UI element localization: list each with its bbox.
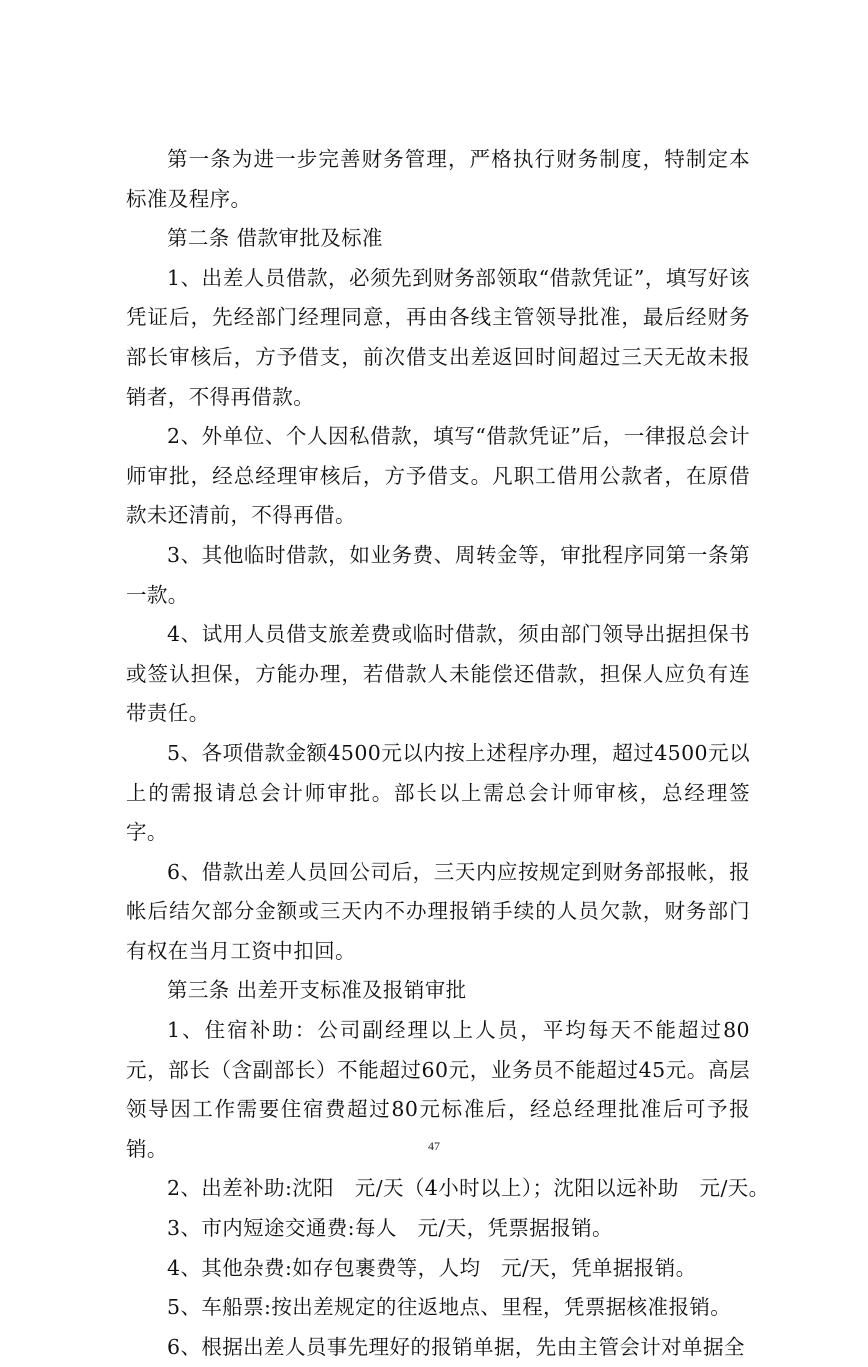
paragraph-2-6: 6、借款出差人员回公司后，三天内应按规定到财务部报帐，报帐后结欠部分金额或三天内不办理报销手续的人员欠款，财务部门有权在当月工资中扣回。 bbox=[126, 859, 750, 963]
paragraph-2-1: 1、出差人员借款，必须先到财务部领取“借款凭证”，填写好该凭证后，先经部门经理同意，再由各线主管领导批准，最后经财务部长审核后，方予借支，前次借支出差返回时间超过三天无故未报销者，不得再借款。 bbox=[126, 265, 750, 409]
paragraph-2-5: 5、各项借款金额4500元以内按上述程序办理，超过4500元以上的需报请总会计师审批。部长以上需总会计师审核，总经理签字。 bbox=[126, 740, 750, 845]
page-number: 47 bbox=[428, 1139, 440, 1153]
paragraph-3-3: 3、市内短途交通费:每人 元/天，凭票据报销。 bbox=[167, 1216, 613, 1241]
paragraph-3-5: 5、车船票:按出差规定的往返地点、里程，凭票据核准报销。 bbox=[167, 1295, 732, 1320]
heading-article-3: 第三条 出差开支标准及报销审批 bbox=[167, 978, 467, 1003]
paragraph-article-1: 第一条为进一步完善财务管理，严格执行财务制度，特制定本标准及程序。 bbox=[126, 147, 750, 211]
paragraph-3-2: 2、出差补助:沈阳 元/天（4小时以上）；沈阳以远补助 元/天。 bbox=[167, 1176, 770, 1201]
paragraph-2-4: 4、试用人员借支旅差费或临时借款，须由部门领导出据担保书或签认担保，方能办理，若借款人未能偿还借款，担保人应负有连带责任。 bbox=[126, 622, 750, 726]
heading-article-2: 第二条 借款审批及标准 bbox=[167, 226, 383, 251]
paragraph-3-6: 6、根据出差人员事先理好的报销单据，先由主管会计对单据全 bbox=[167, 1334, 745, 1359]
paragraph-3-4: 4、其他杂费:如存包裹费等，人均 元/天，凭单据报销。 bbox=[167, 1255, 697, 1280]
body-text bbox=[126, 140, 770, 1367]
paragraph-2-3: 3、其他临时借款，如业务费、周转金等，审批程序同第一条第一款。 bbox=[126, 542, 750, 607]
paragraph-3-1: 1、住宿补助：公司副经理以上人员，平均每天不能超过80元，部长（含副部长）不能超过60元，业务员不能超过45元。高层领导因工作需要住宿费超过80元标准后，经总经理批准后可予报销。 bbox=[126, 1018, 750, 1161]
paragraph-2-2: 2、外单位、个人因私借款，填写“借款凭证”后，一律报总会计师审批，经总经理审核后，方予借支。凡职工借用公款者，在原借款未还清前，不得再借。 bbox=[126, 424, 750, 528]
